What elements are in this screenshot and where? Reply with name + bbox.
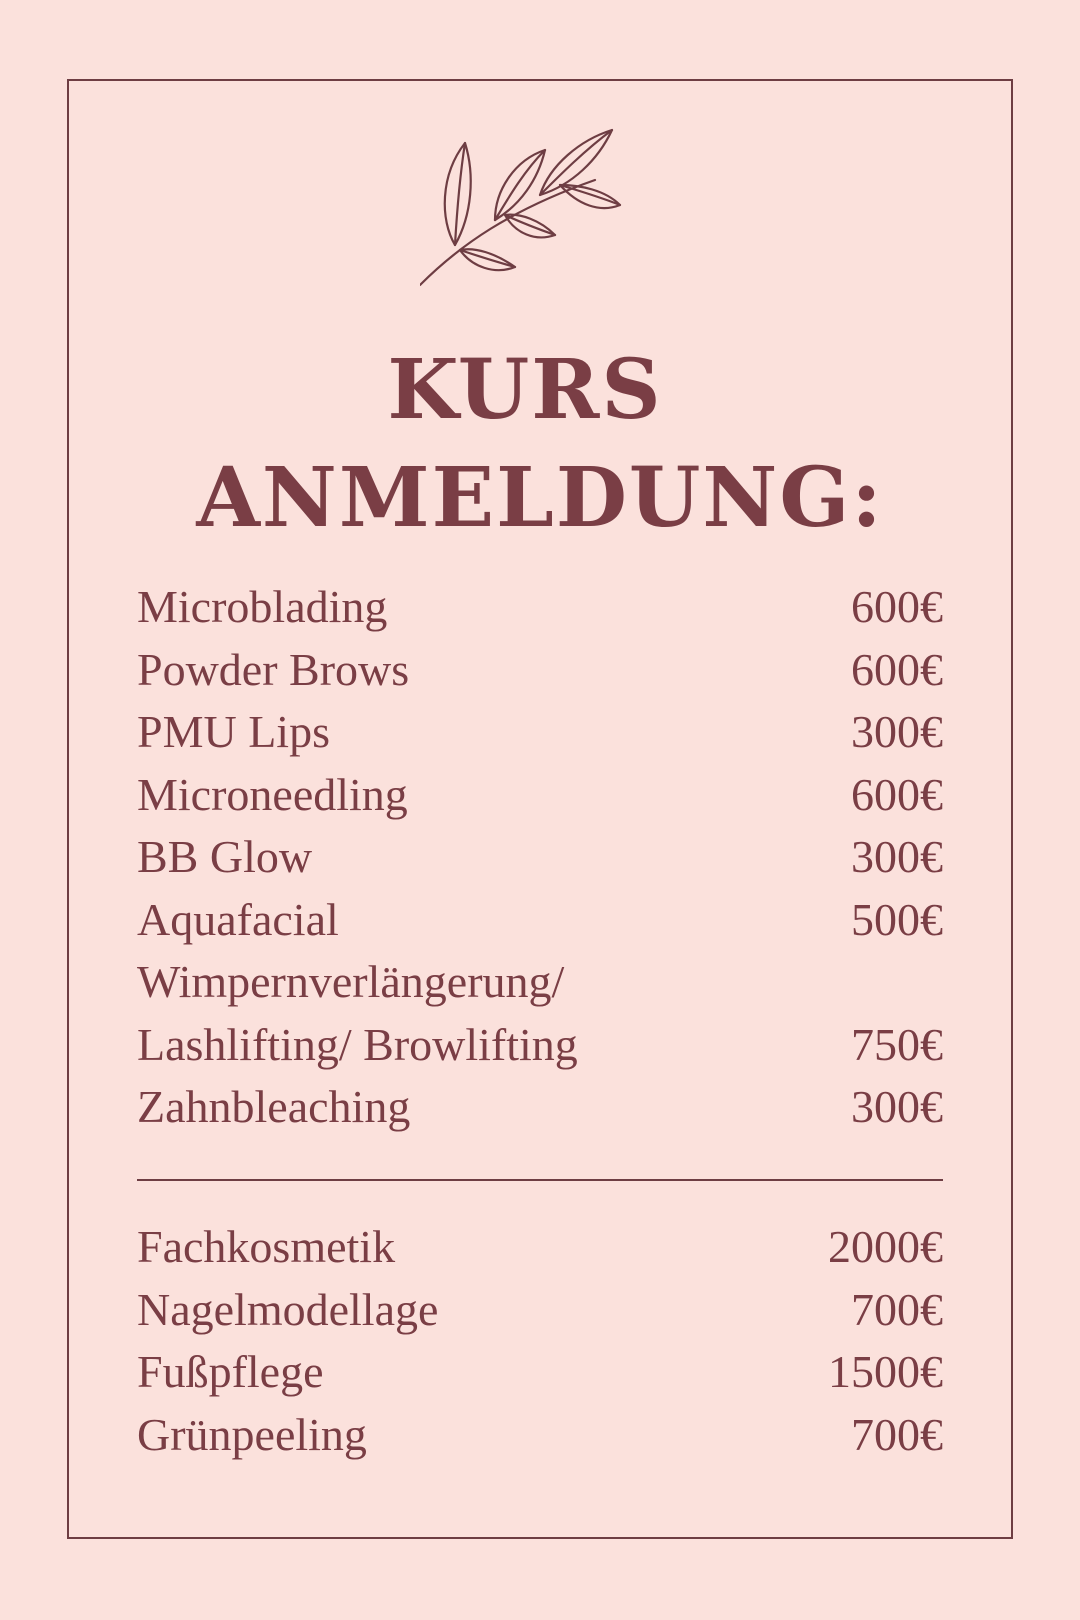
- list-item: [137, 826, 943, 889]
- training-price: 700€: [851, 1408, 943, 1460]
- course-name: Microblading: [137, 581, 388, 632]
- list-item: [137, 1404, 943, 1467]
- course-name: Zahnbleaching: [137, 1081, 411, 1132]
- course-name-line-1: Wimpernverlängerung/: [137, 956, 565, 1007]
- list-item: [137, 1216, 943, 1279]
- course-price: 600€: [851, 768, 943, 820]
- list-item: [137, 576, 943, 639]
- training-name: Grünpeeling: [137, 1408, 367, 1460]
- training-list: [137, 1216, 943, 1466]
- title-line-1: KURS: [387, 342, 663, 438]
- course-price: 600€: [851, 643, 943, 695]
- list-item: [137, 639, 943, 702]
- list-item: [137, 764, 943, 827]
- course-name-line-2: Lashlifting/ Browlifting: [137, 1018, 578, 1070]
- course-price: 300€: [851, 1081, 943, 1132]
- course-price: 500€: [851, 893, 943, 945]
- course-name: BB Glow: [137, 831, 313, 882]
- title-line-2: ANMELDUNG:: [196, 450, 884, 546]
- list-item: [137, 889, 943, 952]
- list-item: [137, 1076, 943, 1139]
- training-price: 2000€: [828, 1221, 943, 1272]
- list-item: [137, 1279, 943, 1342]
- course-list: [137, 576, 943, 1139]
- course-name: Aquafacial: [137, 893, 339, 945]
- list-item: [137, 1341, 943, 1404]
- course-price: 750€: [851, 1018, 943, 1070]
- course-price: 300€: [851, 831, 943, 882]
- training-name: Fachkosmetik: [137, 1221, 396, 1272]
- course-name: Powder Brows: [137, 643, 410, 695]
- training-price: 1500€: [828, 1346, 943, 1397]
- leaf-branch-icon: [420, 125, 640, 295]
- training-price: 700€: [851, 1283, 943, 1335]
- list-item: [137, 951, 943, 1076]
- course-name: Microneedling: [137, 768, 408, 820]
- course-price: 600€: [851, 581, 943, 632]
- course-price: 300€: [851, 706, 943, 757]
- course-name: PMU Lips: [137, 706, 330, 757]
- section-divider: [137, 1179, 943, 1181]
- training-name: Nagelmodellage: [137, 1283, 439, 1335]
- training-name: Fußpflege: [137, 1346, 324, 1397]
- list-item: [137, 701, 943, 764]
